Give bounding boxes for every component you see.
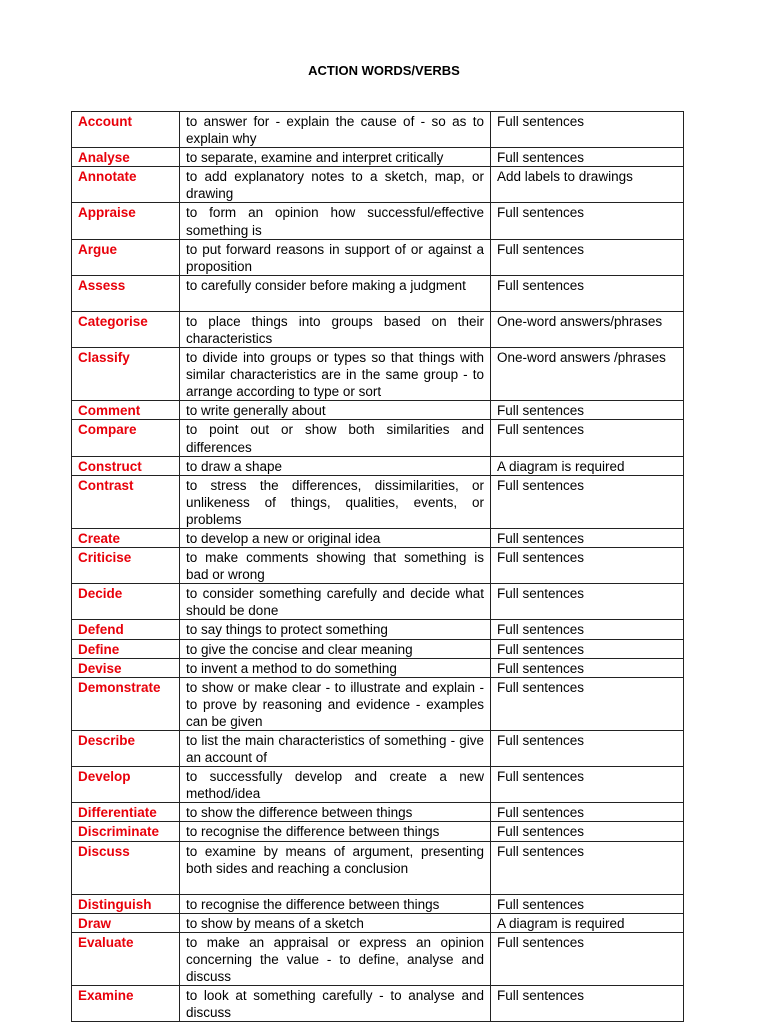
verb-cell: Discriminate <box>72 822 180 841</box>
table-row <box>72 203 684 239</box>
table-row <box>72 275 684 311</box>
definition-cell: to invent a method to do something <box>180 658 491 677</box>
definition-cell: to successfully develop and create a new method/idea <box>180 767 491 803</box>
table-row <box>72 239 684 275</box>
definition-cell: to add explanatory notes to a sketch, map, or drawing <box>180 167 491 203</box>
definition-cell: to say things to protect something <box>180 620 491 639</box>
verb-cell: Distinguish <box>72 894 180 913</box>
table-row <box>72 894 684 913</box>
verb-cell: Construct <box>72 456 180 475</box>
verb-cell: Create <box>72 528 180 547</box>
table-row <box>72 548 684 584</box>
verb-cell: Decide <box>72 584 180 620</box>
table-row <box>72 803 684 822</box>
page-title: ACTION WORDS/VERBS <box>308 63 460 78</box>
definition-cell: to list the main characteristics of something - give an account of <box>180 731 491 767</box>
response-type-cell: Full sentences <box>491 112 684 148</box>
table-row <box>72 620 684 639</box>
verb-cell: Categorise <box>72 311 180 347</box>
verb-cell: Account <box>72 112 180 148</box>
definition-cell: to draw a shape <box>180 456 491 475</box>
verb-cell: Discuss <box>72 841 180 894</box>
response-type-cell: Full sentences <box>491 658 684 677</box>
response-type-cell: Full sentences <box>491 475 684 528</box>
response-type-cell: Full sentences <box>491 639 684 658</box>
verb-cell: Appraise <box>72 203 180 239</box>
definition-cell: to look at something carefully - to analyse and discuss <box>180 986 491 1022</box>
response-type-cell: Full sentences <box>491 420 684 456</box>
verb-cell: Develop <box>72 767 180 803</box>
response-type-cell: Full sentences <box>491 841 684 894</box>
verb-cell: Argue <box>72 239 180 275</box>
table-row <box>72 932 684 985</box>
definition-cell: to make an appraisal or express an opinion concerning the value - to define, analyse and discuss <box>180 932 491 985</box>
definition-cell: to give the concise and clear meaning <box>180 639 491 658</box>
response-type-cell: Full sentences <box>491 239 684 275</box>
table-row <box>72 658 684 677</box>
definition-cell: to place things into groups based on their characteristics <box>180 311 491 347</box>
definition-cell: to make comments showing that something is bad or wrong <box>180 548 491 584</box>
definition-cell: to carefully consider before making a judgment <box>180 275 491 311</box>
verb-cell: Define <box>72 639 180 658</box>
definition-cell: to put forward reasons in support of or against a proposition <box>180 239 491 275</box>
verb-cell: Evaluate <box>72 932 180 985</box>
definition-cell: to recognise the difference between things <box>180 894 491 913</box>
verb-cell: Examine <box>72 986 180 1022</box>
verb-cell: Draw <box>72 913 180 932</box>
response-type-cell: Full sentences <box>491 620 684 639</box>
response-type-cell: Full sentences <box>491 894 684 913</box>
definition-cell: to show or make clear - to illustrate and explain - to prove by reasoning and evidence - examples can be given <box>180 677 491 730</box>
definition-cell: to recognise the difference between things <box>180 822 491 841</box>
response-type-cell: Full sentences <box>491 803 684 822</box>
verb-cell: Assess <box>72 275 180 311</box>
definition-cell: to show the difference between things <box>180 803 491 822</box>
verb-cell: Annotate <box>72 167 180 203</box>
response-type-cell: One-word answers/phrases <box>491 311 684 347</box>
table-row <box>72 348 684 401</box>
table-row <box>72 456 684 475</box>
table-row <box>72 986 684 1022</box>
response-type-cell: Full sentences <box>491 401 684 420</box>
table-row <box>72 167 684 203</box>
table-row <box>72 913 684 932</box>
definition-cell: to form an opinion how successful/effective something is <box>180 203 491 239</box>
response-type-cell: A diagram is required <box>491 456 684 475</box>
table-row <box>72 639 684 658</box>
definition-cell: to examine by means of argument, presenting both sides and reaching a conclusion <box>180 841 491 894</box>
response-type-cell: Full sentences <box>491 932 684 985</box>
verb-cell: Analyse <box>72 148 180 167</box>
table-row <box>72 677 684 730</box>
verb-cell: Describe <box>72 731 180 767</box>
response-type-cell: Full sentences <box>491 203 684 239</box>
response-type-cell: Full sentences <box>491 767 684 803</box>
verb-cell: Classify <box>72 348 180 401</box>
response-type-cell: Full sentences <box>491 528 684 547</box>
table-row <box>72 841 684 894</box>
definition-cell: to show by means of a sketch <box>180 913 491 932</box>
table-row <box>72 584 684 620</box>
response-type-cell: Full sentences <box>491 548 684 584</box>
table-row <box>72 148 684 167</box>
definition-cell: to write generally about <box>180 401 491 420</box>
definition-cell: to answer for - explain the cause of - so as to explain why <box>180 112 491 148</box>
verb-cell: Demonstrate <box>72 677 180 730</box>
response-type-cell: Full sentences <box>491 148 684 167</box>
definition-cell: to divide into groups or types so that things with similar characteristics are in the same group - to arrange according to type or sort <box>180 348 491 401</box>
definition-cell: to stress the differences, dissimilarities, or unlikeness of things, qualities, events, or problems <box>180 475 491 528</box>
table-row <box>72 731 684 767</box>
table-row <box>72 112 684 148</box>
response-type-cell: Full sentences <box>491 275 684 311</box>
response-type-cell: Full sentences <box>491 822 684 841</box>
verb-cell: Compare <box>72 420 180 456</box>
table-row <box>72 401 684 420</box>
response-type-cell: Add labels to drawings <box>491 167 684 203</box>
definition-cell: to point out or show both similarities and differences <box>180 420 491 456</box>
response-type-cell: Full sentences <box>491 584 684 620</box>
definition-cell: to consider something carefully and decide what should be done <box>180 584 491 620</box>
response-type-cell: One-word answers /phrases <box>491 348 684 401</box>
response-type-cell: Full sentences <box>491 731 684 767</box>
table-row <box>72 822 684 841</box>
response-type-cell: A diagram is required <box>491 913 684 932</box>
table-row <box>72 528 684 547</box>
action-verbs-table <box>71 111 684 1022</box>
table-row <box>72 311 684 347</box>
table-row <box>72 767 684 803</box>
table-row <box>72 475 684 528</box>
verb-cell: Defend <box>72 620 180 639</box>
table-row <box>72 420 684 456</box>
definition-cell: to separate, examine and interpret critically <box>180 148 491 167</box>
verb-cell: Criticise <box>72 548 180 584</box>
response-type-cell: Full sentences <box>491 677 684 730</box>
verb-cell: Differentiate <box>72 803 180 822</box>
verb-cell: Comment <box>72 401 180 420</box>
verb-cell: Devise <box>72 658 180 677</box>
definition-cell: to develop a new or original idea <box>180 528 491 547</box>
verb-cell: Contrast <box>72 475 180 528</box>
response-type-cell: Full sentences <box>491 986 684 1022</box>
table-body <box>72 112 684 1022</box>
